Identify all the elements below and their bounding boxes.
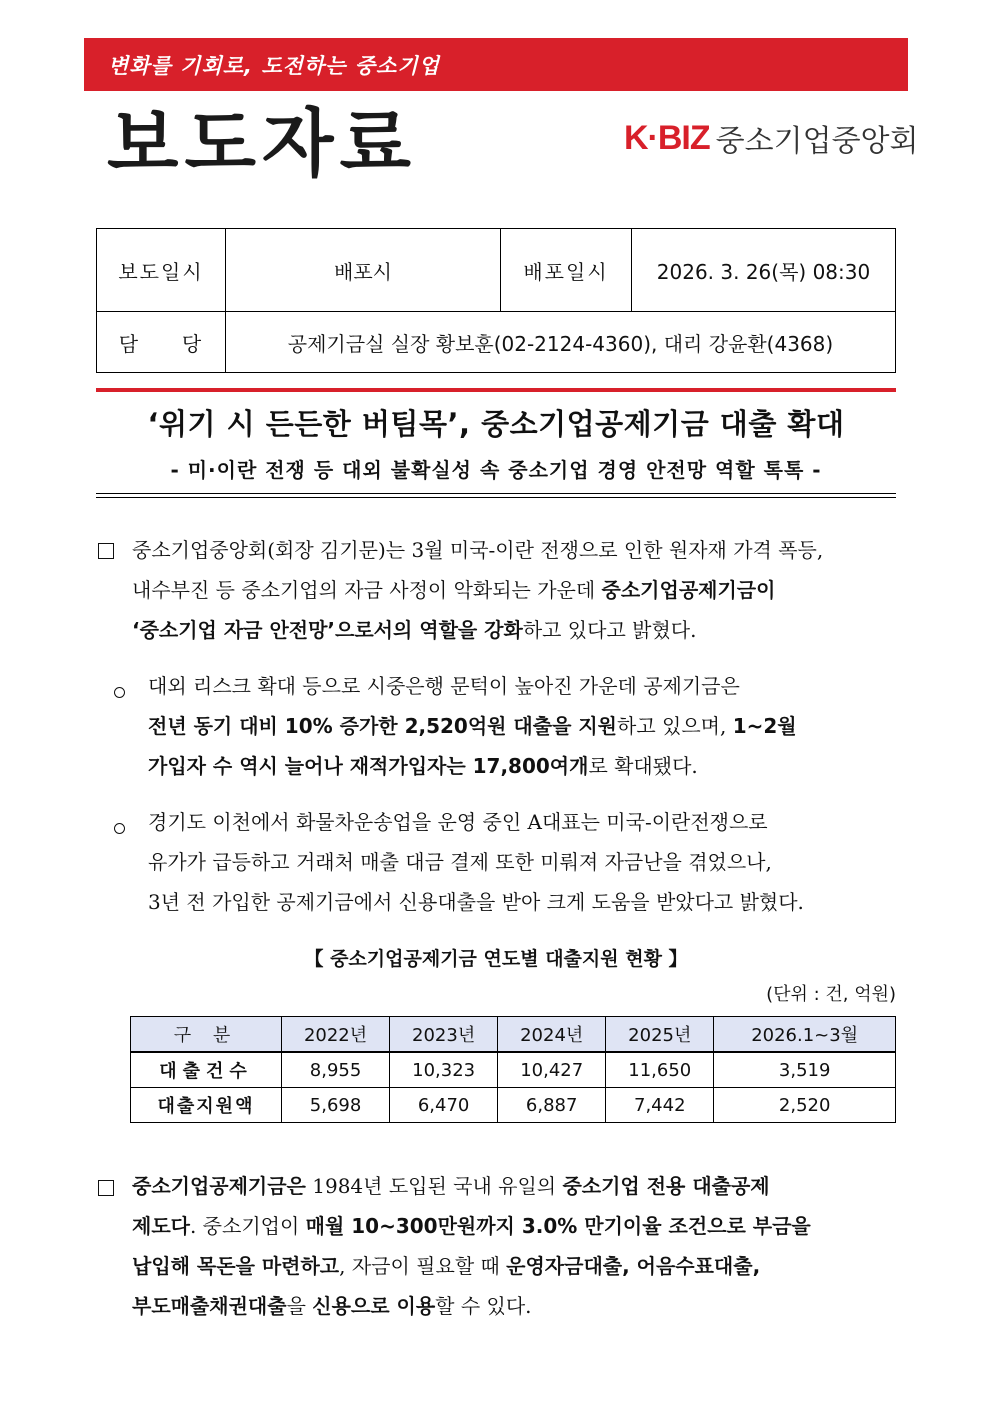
row-label: 대출지원액 [131, 1088, 282, 1123]
table-row [131, 1052, 896, 1088]
headline-top-rule [96, 388, 896, 392]
headline-bottom-rule [96, 493, 896, 498]
paragraph-4 [132, 1166, 898, 1326]
dist-label: 배포일시 [501, 229, 632, 312]
table-cell: 6,470 [390, 1088, 498, 1123]
dist-value: 2026. 3. 26(목) 08:30 [632, 229, 896, 312]
table-cell: 8,955 [282, 1052, 390, 1088]
header-cell: 2026.1~3월 [714, 1017, 896, 1053]
header-cell: 구 분 [131, 1017, 282, 1053]
contact-value: 공제기금실 실장 황보훈(02-2124-4360), 대리 강윤환(4368) [226, 312, 896, 373]
p4-line-3 [132, 1246, 898, 1286]
p1-line-2-bold: 중소기업공제기금이 [601, 578, 776, 602]
p4-line-1-bold: 중소기업공제기금은 [132, 1174, 306, 1198]
p1-line-2 [132, 570, 898, 610]
table-row [131, 1088, 896, 1123]
p4-line-4-bold: 부도매출채권대출 [132, 1294, 287, 1318]
p1-line-3-bold: ‘중소기업 자금 안전망’으로서의 역할을 강화 [132, 618, 523, 642]
p3-line-1: 경기도 이천에서 화물차운송업을 운영 중인 A대표는 미국-이란전쟁으로 [148, 810, 768, 834]
header-cell: 2022년 [282, 1017, 390, 1053]
p3-line-2: 유가가 급등하고 거래처 매출 대금 결제 또한 미뤄져 자금난을 겪었으나, [148, 850, 772, 874]
headline: ‘위기 시 든든한 버팀목’, 중소기업공제기금 대출 확대 [147, 407, 845, 441]
p2-line-2 [148, 706, 898, 746]
loan-table-header-row [131, 1017, 896, 1053]
p4-line-4-text-tail: 할 수 있다. [435, 1294, 532, 1318]
table-cell: 7,442 [606, 1088, 714, 1123]
square-bullet-icon [98, 543, 114, 564]
org-name: 중소기업중앙회 [715, 124, 919, 159]
header-cell: 2025년 [606, 1017, 714, 1053]
release-info-table [96, 228, 896, 373]
header-cell: 2024년 [498, 1017, 606, 1053]
subheadline: - 미·이란 전쟁 등 대외 불확실성 속 중소기업 경영 안전망 역할 톡톡 - [170, 458, 822, 482]
table-cell: 10,323 [390, 1052, 498, 1088]
circle-bullet-icon [114, 682, 125, 703]
header-cell: 2023년 [390, 1017, 498, 1053]
document-title: 보도자료 [107, 101, 417, 187]
org-logo [624, 118, 919, 158]
p4-line-2-text: . 중소기업이 [189, 1214, 306, 1238]
p4-line-1-bold-tail: 중소기업 전용 대출공제 [562, 1174, 770, 1198]
p2-line-2-bold-tail: 1~2월 [732, 714, 797, 738]
p4-line-4-text: 을 [286, 1294, 313, 1318]
p2-line-3-bold: 가입자 수 역시 늘어나 재적가입자는 17,800여개 [148, 754, 589, 778]
loan-table-unit: (단위 : 건, 억원) [766, 984, 896, 1005]
release-value: 배포시 [226, 229, 501, 312]
p4-line-3-bold-tail: 운영자금대출, 어음수표대출, [506, 1254, 761, 1278]
row-label: 대출건수 [131, 1052, 282, 1088]
p1-line-1: 중소기업중앙회(회장 김기문)는 3월 미국-이란 전쟁으로 인한 원자재 가격 폭등, [132, 538, 824, 562]
p4-line-3-bold: 납입해 목돈을 마련하고 [132, 1254, 340, 1278]
p4-line-1 [132, 1166, 898, 1206]
p2-line-3 [148, 746, 898, 786]
table-cell: 3,519 [714, 1052, 896, 1088]
p1-line-3-text: 하고 있다고 밝혔다. [522, 618, 697, 642]
kbiz-logo-mark: K·BIZ [624, 118, 710, 157]
p3-line-3: 3년 전 가입한 공제기금에서 신용대출을 받아 크게 도움을 받았다고 밝혔다. [148, 890, 804, 914]
loan-table [130, 1016, 896, 1123]
contact-label: 담 당 [97, 312, 226, 373]
circle-bullet-icon [114, 818, 125, 839]
release-label: 보도일시 [97, 229, 226, 312]
p4-line-2 [132, 1206, 898, 1246]
paragraph-1 [132, 530, 898, 650]
paragraph-2 [148, 666, 898, 786]
loan-table-title: 【 중소기업공제기금 연도별 대출지원 현황 】 [304, 948, 688, 970]
square-bullet-icon [98, 1180, 114, 1201]
p2-line-2-bold: 전년 동기 대비 10% 증가한 2,520억원 대출을 지원 [148, 714, 617, 738]
table-cell: 10,427 [498, 1052, 606, 1088]
p4-line-2-bold-tail: 매월 10~300만원까지 3.0% 만기이율 조건으로 부금을 [305, 1214, 811, 1238]
p2-line-2-text: 하고 있으며, [617, 714, 733, 738]
p2-line-1: 대외 리스크 확대 등으로 시중은행 문턱이 높아진 가운데 공제기금은 [148, 674, 740, 698]
banner-slogan: 변화를 기회로, 도전하는 중소기업 [108, 54, 440, 78]
p1-line-3 [132, 610, 898, 650]
p4-line-4-bold-mid: 신용으로 이용 [312, 1294, 436, 1318]
table-cell: 2,520 [714, 1088, 896, 1123]
table-cell: 11,650 [606, 1052, 714, 1088]
p2-line-3-text: 로 확대됐다. [588, 754, 698, 778]
p4-line-1-text: 1984년 도입된 국내 유일의 [305, 1174, 563, 1198]
table-cell: 6,887 [498, 1088, 606, 1123]
p1-line-2-text: 내수부진 등 중소기업의 자금 사정이 악화되는 가운데 [132, 578, 602, 602]
p4-line-3-text: , 자금이 필요할 때 [339, 1254, 507, 1278]
table-cell: 5,698 [282, 1088, 390, 1123]
p4-line-4 [132, 1286, 898, 1326]
p4-line-2-bold: 제도다 [132, 1214, 190, 1238]
paragraph-3 [148, 802, 898, 922]
